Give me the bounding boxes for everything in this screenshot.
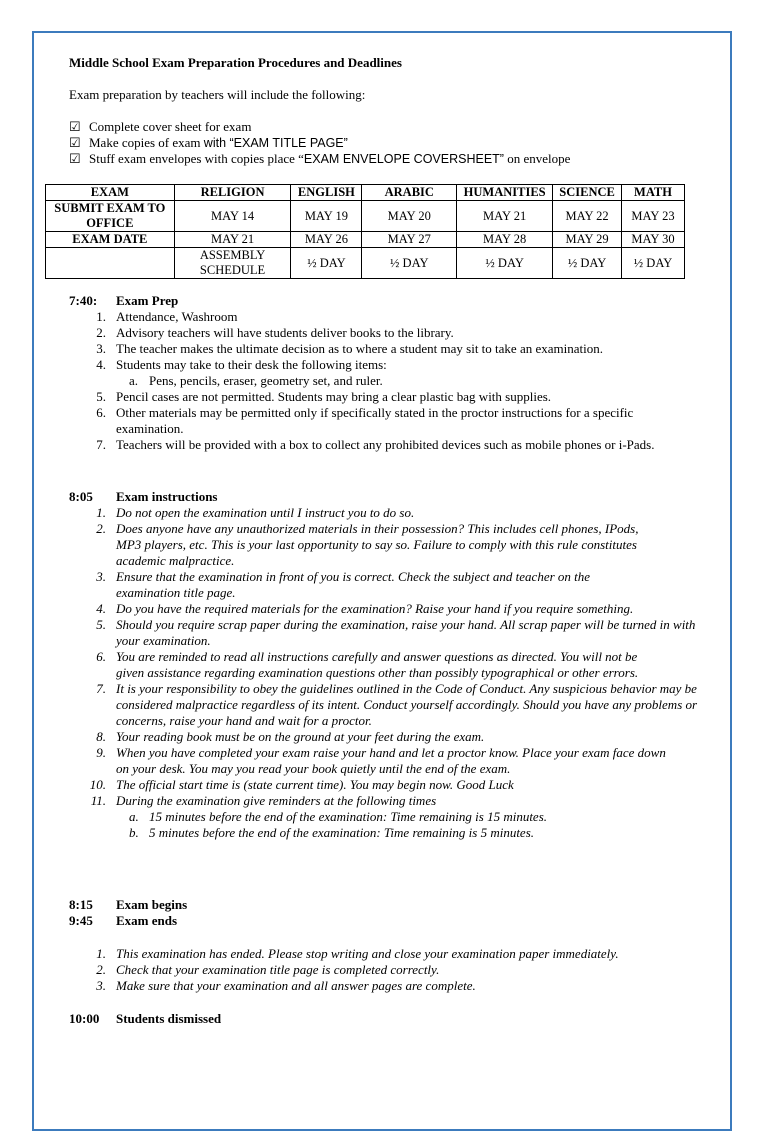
checklist	[69, 119, 570, 167]
table-cell: MAY 28	[457, 232, 553, 248]
table-cell: ½ DAY	[291, 248, 362, 279]
section-heading: 8:05 Exam instructions	[69, 489, 218, 504]
list-item: 4. Students may take to their desk the following items:	[96, 357, 387, 372]
list-item: 7. It is your responsibility to obey the guidelines outlined in the Code of Conduct. Any suspicious behavior may be considered malpractice regardless of its intent. Conduct yourself accordingly. Should you have any problems or concerns, raise your hand and wait for a proctor.	[96, 681, 698, 728]
exam-schedule-table	[45, 184, 685, 279]
table-header: MATH	[622, 185, 685, 201]
list-item: 1. Attendance, Washroom	[96, 309, 238, 324]
sub-list-item: a. Pens, pencils, eraser, geometry set, and ruler.	[129, 373, 383, 388]
table-cell: ½ DAY	[622, 248, 685, 279]
table-row	[46, 248, 685, 279]
intro-text: Exam preparation by teachers will include the following:	[69, 87, 366, 102]
table-cell: ½ DAY	[362, 248, 457, 279]
list-item: 1. This examination has ended. Please stop writing and close your examination paper immediately.	[96, 946, 619, 961]
table-header: ARABIC	[362, 185, 457, 201]
sub-list-item: b. 5 minutes before the end of the examination: Time remaining is 5 minutes.	[129, 825, 535, 840]
checkbox-checked-icon: ☑	[69, 119, 81, 134]
table-cell: MAY 21	[457, 201, 553, 232]
table-row	[46, 232, 685, 248]
list-item: 5. Should you require scrap paper during the examination, raise your hand. All scrap paper will be turned in with your examination.	[96, 617, 696, 648]
row-label	[46, 248, 175, 279]
table-cell: MAY 26	[291, 232, 362, 248]
row-label: EXAM DATE	[46, 232, 175, 248]
table-header: ENGLISH	[291, 185, 362, 201]
list-item: 4. Do you have the required materials for the examination? Raise your hand if you require something.	[96, 601, 634, 616]
checklist-item: ☑ Make copies of exam with “EXAM TITLE PAGE”	[69, 135, 348, 150]
table-cell: MAY 20	[362, 201, 457, 232]
list-item: 2. Check that your examination title page is completed correctly.	[96, 962, 440, 977]
table-header: HUMANITIES	[457, 185, 553, 201]
table-cell: MAY 19	[291, 201, 362, 232]
table-header: RELIGION	[174, 185, 291, 201]
table-cell: MAY 14	[174, 201, 291, 232]
list-item: 9. When you have completed your exam raise your hand and let a proctor know. Place your exam face down on your desk. You may you read your book quietly until the end of the exam.	[96, 745, 666, 776]
table-header: EXAM	[46, 185, 175, 201]
list-item: 7. Teachers will be provided with a box to collect any prohibited devices such as mobile phones or i-Pads.	[96, 437, 655, 452]
list-item: 8. Your reading book must be on the ground at your feet during the exam.	[96, 729, 485, 744]
list-item: 3. Ensure that the examination in front of you is correct. Check the subject and teacher on the examination title page.	[96, 569, 591, 600]
table-cell: MAY 22	[553, 201, 622, 232]
list-item: 2. Does anyone have any unauthorized materials in their possession? This includes cell phones, IPods, MP3 players, etc. This is your last opportunity to say so. Failure to comply with this rule constitutes academic malpractice.	[96, 521, 639, 568]
exam-prep-section	[69, 293, 709, 453]
table-cell: MAY 30	[622, 232, 685, 248]
closing-list	[69, 946, 709, 994]
list-item: 6. Other materials may be permitted only if specifically stated in the proctor instructions for a specific examination.	[96, 405, 634, 436]
exam-times-section	[69, 897, 709, 929]
table-row	[46, 201, 685, 232]
list-item: 1. Do not open the examination until I instruct you to do so.	[96, 505, 415, 520]
sub-list-item: a. 15 minutes before the end of the examination: Time remaining is 15 minutes.	[129, 809, 548, 824]
document-title: Middle School Exam Preparation Procedures and Deadlines	[69, 55, 402, 70]
checkbox-checked-icon: ☑	[69, 135, 81, 150]
list-item: 5. Pencil cases are not permitted. Students may bring a clear plastic bag with supplies.	[96, 389, 552, 404]
list-item: 3. The teacher makes the ultimate decision as to where a student may sit to take an examination.	[96, 341, 603, 356]
table-cell: ½ DAY	[457, 248, 553, 279]
list-item: 2. Advisory teachers will have students deliver books to the library.	[96, 325, 454, 340]
list-item: 11. During the examination give reminders at the following times	[90, 793, 437, 808]
section-heading: 7:40: Exam Prep	[69, 293, 179, 308]
table-cell: ½ DAY	[553, 248, 622, 279]
table-cell: MAY 23	[622, 201, 685, 232]
students-dismissed: 10:00 Students dismissed	[69, 1011, 222, 1026]
list-item: 10. The official start time is (state current time). You may begin now. Good Luck	[89, 777, 514, 792]
row-label: SUBMIT EXAM TO OFFICE	[46, 201, 175, 232]
table-header-row	[46, 185, 685, 201]
exam-ends: 9:45 Exam ends	[69, 913, 178, 928]
list-item: 3. Make sure that your examination and all answer pages are complete.	[96, 978, 476, 993]
checklist-item: ☑ Complete cover sheet for exam	[69, 119, 252, 134]
table-header: SCIENCE	[553, 185, 622, 201]
exam-instructions-section	[69, 489, 709, 841]
checklist-item: ☑ Stuff exam envelopes with copies place “EXAM ENVELOPE COVERSHEET” on envelope	[69, 151, 571, 166]
list-item: 6. You are reminded to read all instructions carefully and answer questions as directed. You will not be given assistance regarding examination questions other than possibly typographical or other errors.	[96, 649, 639, 680]
dismissal-section	[69, 1011, 709, 1027]
table-cell: ASSEMBLY SCHEDULE	[174, 248, 291, 279]
exam-begins: 8:15 Exam begins	[69, 897, 188, 912]
table-cell: MAY 27	[362, 232, 457, 248]
checkbox-checked-icon: ☑	[69, 151, 81, 166]
table-cell: MAY 21	[174, 232, 291, 248]
table-cell: MAY 29	[553, 232, 622, 248]
